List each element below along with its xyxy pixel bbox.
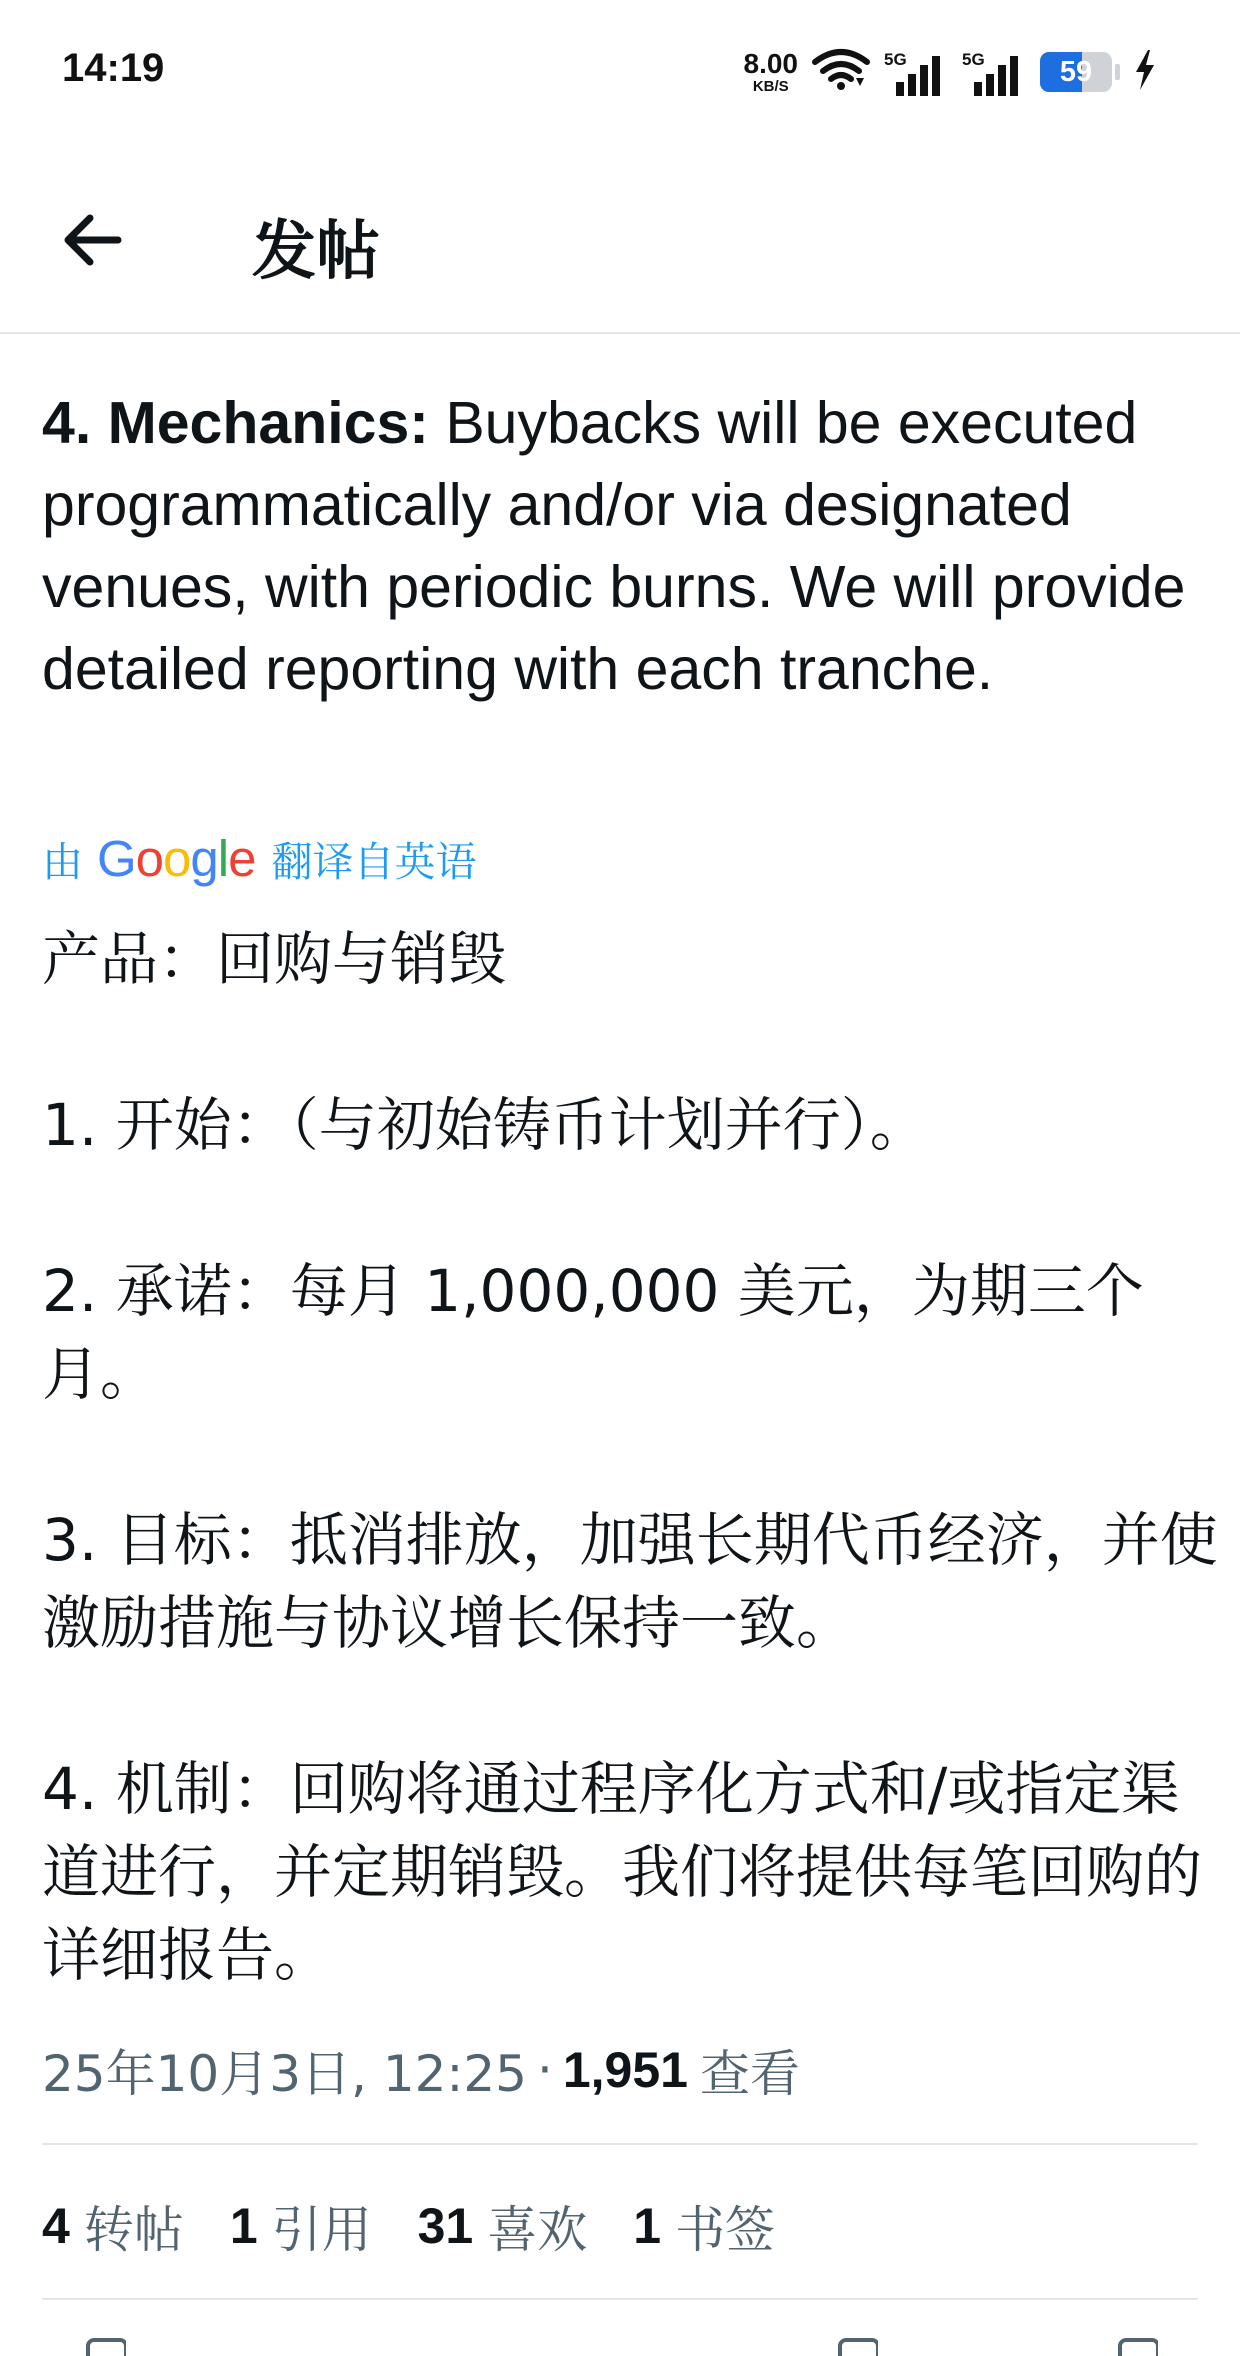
divider [42, 2298, 1198, 2300]
post-meta [42, 2032, 800, 2108]
meta-separator: · [536, 2041, 553, 2099]
back-button[interactable] [50, 202, 134, 282]
app-header [0, 150, 1240, 334]
translated-paragraph: 4. 机制：回购将通过程序化方式和/或指定渠道进行，并定期销毁。我们将提供每笔回购的详细报告。 [42, 1755, 1203, 1989]
translated-paragraph: 产品：回购与销毁 [42, 925, 507, 993]
bookmark-label: 书签 [675, 2201, 776, 2259]
signal-bars-icon [968, 54, 1024, 96]
reply-icon[interactable] [86, 2338, 126, 2356]
status-bar [0, 0, 1240, 150]
post-text-original [42, 382, 1212, 710]
divider [42, 2143, 1198, 2145]
cell-signal-2 [962, 48, 1026, 96]
battery-nub [1115, 64, 1120, 80]
views-count: 1,951 [562, 2042, 688, 2098]
signal-bars-icon [890, 54, 946, 96]
translated-paragraph: 3. 目标：抵消排放，加强长期代币经济，并使激励措施与协议增长保持一致。 [42, 1506, 1218, 1657]
translated-paragraph: 2. 承诺：每月 1,000,000 美元，为期三个月。 [42, 1257, 1144, 1408]
arrow-left-icon [60, 210, 124, 274]
repost-label: 转帖 [83, 2201, 184, 2259]
like-label: 喜欢 [487, 2201, 588, 2259]
bookmark-icon[interactable] [838, 2338, 878, 2356]
page-title: 发帖 [252, 215, 380, 289]
lightning-icon [1134, 50, 1156, 94]
bookmark-count: 1 [633, 2198, 662, 2254]
share-icon[interactable] [1118, 2338, 1158, 2356]
engagement-stats [42, 2188, 821, 2264]
translation-prefix: 由 [42, 837, 83, 886]
network-speed-unit: KB/S [752, 78, 789, 95]
repost-stat[interactable] [42, 2190, 184, 2262]
translation-suffix: 翻译自英语 [271, 837, 477, 886]
bookmark-stat[interactable] [633, 2190, 775, 2262]
battery-indicator [1040, 52, 1120, 92]
views-label: 查看 [699, 2045, 800, 2103]
post-text-heading: 4. Mechanics: [42, 390, 429, 456]
post-timestamp[interactable]: 25年10月3日, 12:25 [42, 2045, 527, 2103]
battery-percent: 59 [1059, 55, 1093, 88]
network-speed-value: 8.00 [743, 48, 798, 79]
like-count: 31 [417, 2198, 474, 2254]
google-logo: Google [97, 829, 256, 887]
network-speed [744, 50, 799, 94]
quote-count: 1 [229, 2198, 258, 2254]
translation-attribution[interactable] [42, 826, 477, 890]
wifi-icon [812, 48, 870, 96]
cell-signal-1 [884, 48, 948, 96]
quote-stat[interactable] [230, 2190, 372, 2262]
network-type-label: 5G [962, 50, 985, 69]
post-text-translated [42, 918, 1220, 1997]
status-time: 14:19 [62, 46, 165, 90]
post-text-body: Buybacks will be executed programmatically and/or via designated venues, with periodic burns. We will provide detailed reporting with each tranche. [42, 390, 1186, 702]
repost-count: 4 [42, 2198, 70, 2254]
status-icons [744, 42, 1157, 102]
battery-body [1040, 52, 1112, 92]
like-stat[interactable] [418, 2190, 588, 2262]
quote-label: 引用 [271, 2201, 372, 2259]
network-type-label: 5G [884, 50, 907, 69]
translated-paragraph: 1. 开始：（与初始铸币计划并行）。 [42, 1091, 928, 1159]
